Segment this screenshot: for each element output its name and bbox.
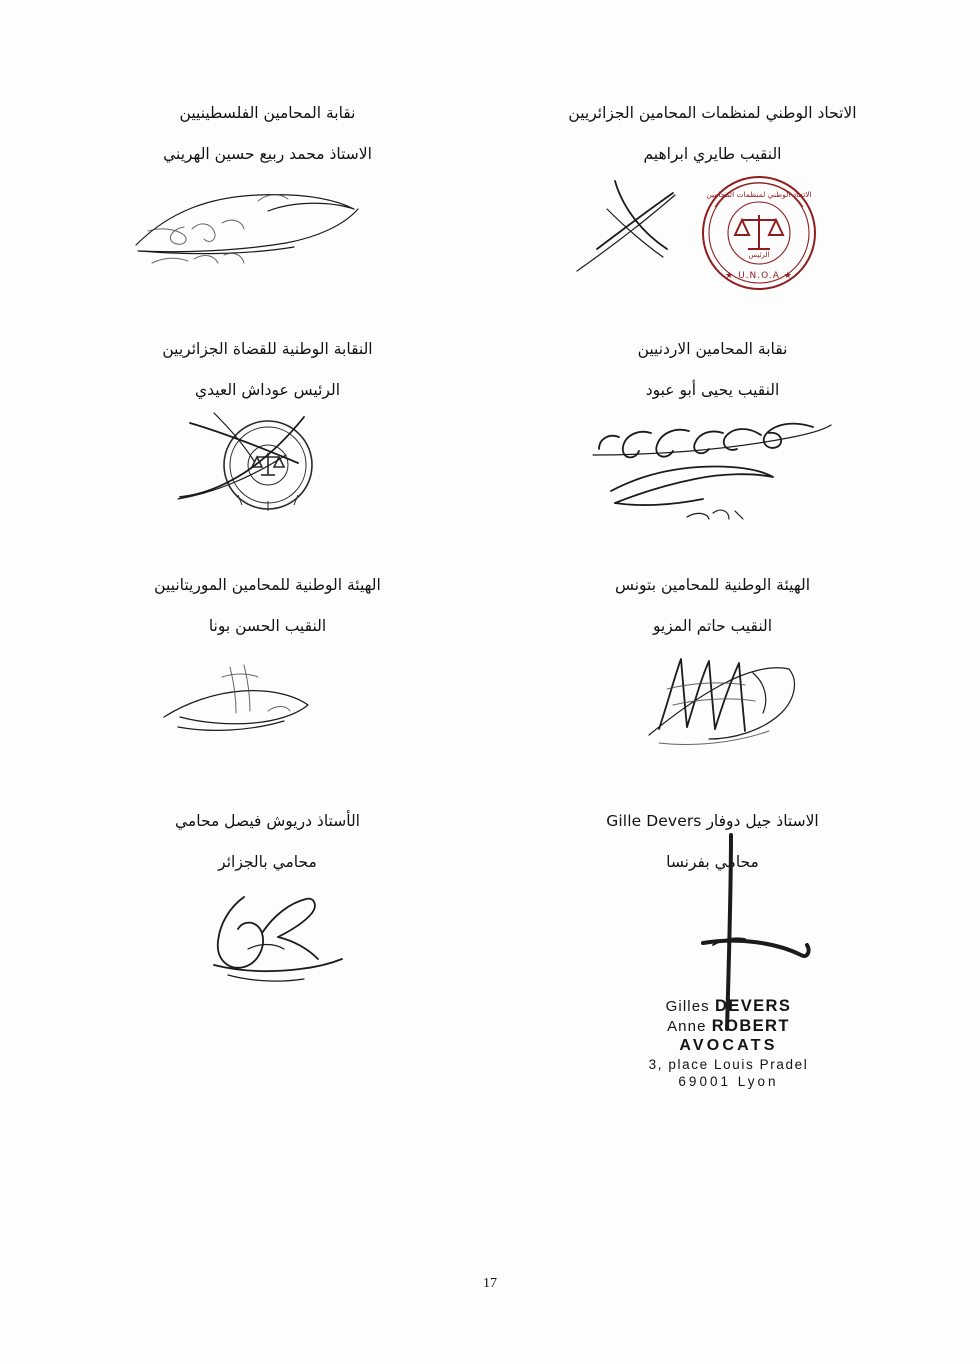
- svg-text:الاتحاد الوطني لمنظمات المحامي: الاتحاد الوطني لمنظمات المحامين: [705, 189, 812, 199]
- signatory-name: الاستاذ محمد ربيع حسين الهريني: [163, 145, 372, 164]
- signature-block-palestine: [60, 96, 475, 332]
- firm-name-line2: Anne ROBERT: [667, 1016, 790, 1035]
- signatory-name: النقيب يحيى أبو عبود: [645, 381, 780, 400]
- signature-block-judges: [60, 332, 475, 568]
- organization-name: نقابة المحامين الفلسطينيين: [179, 104, 356, 122]
- signatory-name: محامي بفرنسا: [666, 853, 759, 872]
- organization-name: الهيئة الوطنية للمحامين بتونس: [614, 576, 811, 594]
- signature-area: [505, 171, 920, 301]
- signature-block-algeria-lawyer: [60, 804, 475, 1060]
- signature-grid: [60, 96, 920, 1089]
- signature-area: [505, 643, 920, 773]
- signature-area: [60, 879, 475, 1009]
- organization-name: نقابة المحامين الاردنيين: [637, 340, 788, 358]
- signature-area: [60, 171, 475, 301]
- signatory-name: محامي بالجزائر: [218, 853, 317, 872]
- svg-text:★ U.N.O.A ★: ★ U.N.O.A ★: [724, 270, 793, 281]
- law-firm-stamp: [649, 997, 809, 1089]
- organization-name: الهيئة الوطنية للمحامين الموريتانيين: [154, 576, 381, 594]
- signature-block-jordan: [505, 332, 920, 568]
- signature-block-mauritania: [60, 568, 475, 804]
- signature-area: [60, 407, 475, 537]
- page-number: 17: [483, 1276, 497, 1291]
- signature-area: [60, 643, 475, 773]
- organization-name: النقابة الوطنية للقضاة الجزائريين: [162, 340, 373, 358]
- signatory-name: النقيب طايري ابراهيم: [643, 145, 782, 164]
- signatory-name: الرئيس عوداش العيدي: [194, 381, 341, 400]
- firm-city: 69001 Lyon: [678, 1073, 779, 1089]
- firm-role: AVOCATS: [679, 1036, 778, 1054]
- svg-text:الرئيس: الرئيس: [748, 250, 769, 259]
- signatory-name: النقيب الحسن بونا: [208, 617, 327, 636]
- signature-area: [505, 407, 920, 537]
- signature-block-unoa: [505, 96, 920, 332]
- signature-block-france: [505, 804, 920, 1089]
- organization-name: الأستاذ دريوش فيصل محامي: [175, 812, 360, 830]
- signature-area: [505, 879, 920, 1089]
- firm-name-line1: Gilles DEVERS: [665, 996, 792, 1015]
- organization-name: الاتحاد الوطني لمنظمات المحامين الجزائريين: [568, 104, 857, 122]
- organization-name-arabic: الاستاذ جيل دوفار: [706, 812, 819, 830]
- firm-address: 3, place Louis Pradel: [648, 1056, 809, 1072]
- signature-block-tunisia: [505, 568, 920, 804]
- organization-name: [505, 810, 920, 833]
- organization-name-latin: Gille Devers: [606, 812, 702, 830]
- signatory-name: النقيب حاتم المزيو: [652, 617, 773, 636]
